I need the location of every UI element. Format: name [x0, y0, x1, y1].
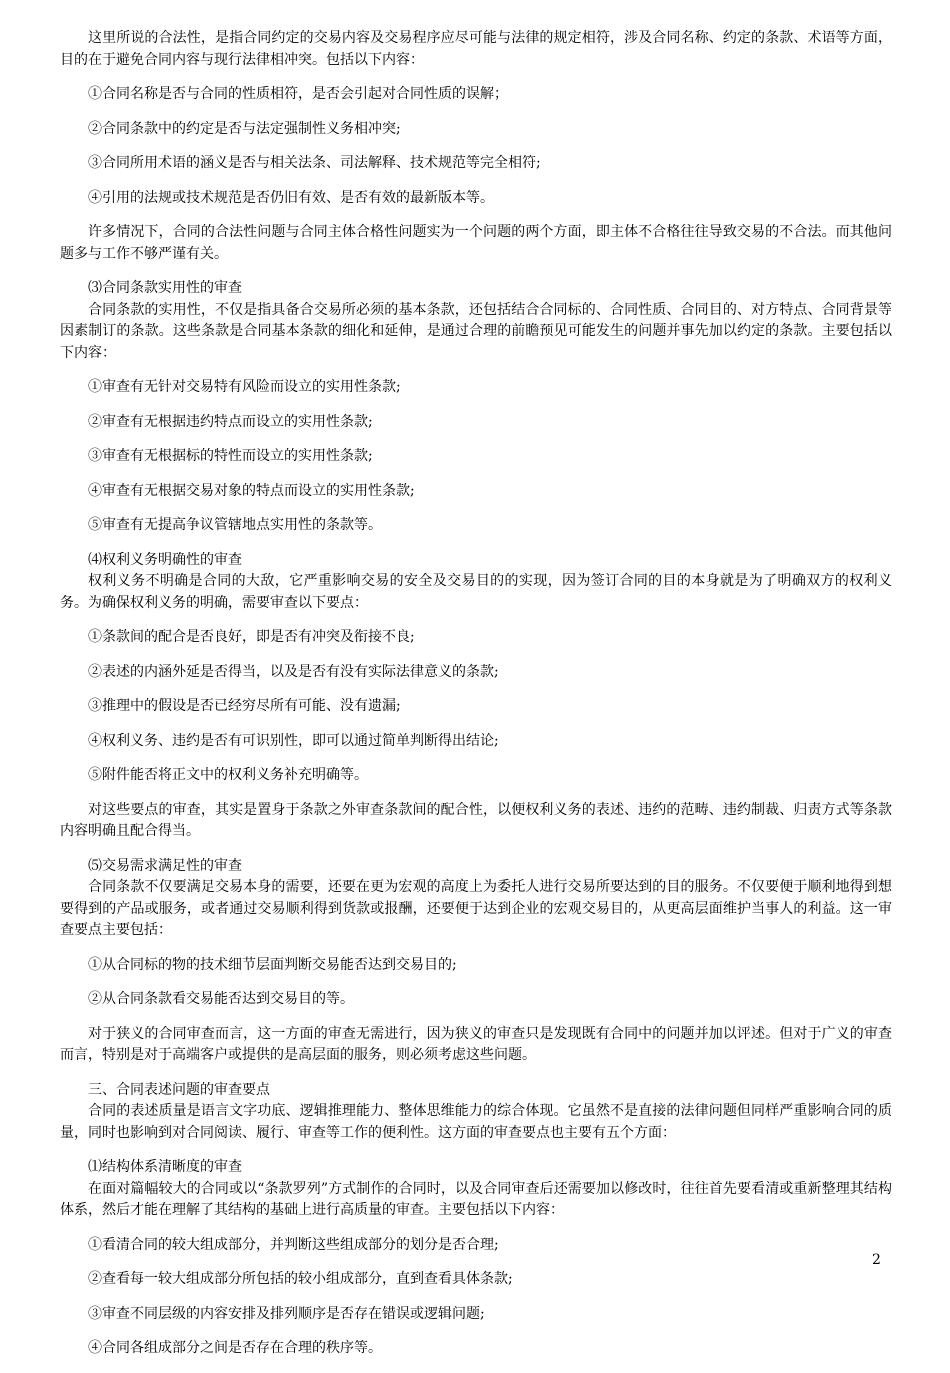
paragraph: 对这些要点的审查，其实是置身于条款之外审查条款间的配合性，以便权利义务的表述、违约的范畴、违约制裁、归责方式等条款内容明确且配合得当。: [60, 801, 892, 839]
list-item: ②表述的内涵外延是否得当，以及是否有没有实际法律意义的条款;: [88, 663, 499, 680]
paragraph: 合同条款的实用性，不仅是指具备合交易所必须的基本条款，还包括结合合同标的、合同性质、合同目的、对方特点、合同背景等因素制订的条款。这些条款是合同基本条款的细化和延伸，是通过合理的前瞻预见可能发生的问题并事先加以约定的条款。主要包括以下内容：: [60, 301, 892, 361]
paragraph: 合同条款不仅要满足交易本身的需要，还要在更为宏观的高度上为委托人进行交易所要达到的目的服务。不仅要便于顺利地得到想要得到的产品或服务，或者通过交易顺利得到货款或报酬，还要便于达到企业的宏观交易目的，从更高层面维护当事人的利益。这一审查要点主要包括：: [60, 879, 892, 938]
list-item: ③审查不同层级的内容安排及排列顺序是否存在错误或逻辑问题;: [88, 1305, 485, 1322]
list-item: ②合同条款中的约定是否与法定强制性义务相冲突;: [88, 120, 401, 137]
section-heading: ⑸交易需求满足性的审查: [88, 857, 242, 874]
paragraph: 许多情况下，合同的合法性问题与合同主体合格性问题实为一个问题的两个方面，即主体不合格往往导致交易的不合法。而其他问题多与工作不够严谨有关。: [60, 224, 892, 262]
list-item: ⑤审查有无提高争议管辖地点实用性的条款等。: [88, 517, 382, 533]
document-body: [60, 28, 892, 1373]
list-item: ⑤附件能否将正文中的权利义务补充明确等。: [88, 767, 368, 783]
section-heading: 三、合同表述问题的审查要点: [88, 1081, 270, 1098]
list-item: ④权利义务、违约是否有可识别性，即可以通过简单判断得出结论;: [88, 732, 499, 749]
section-heading: ⑶合同条款实用性的审查: [88, 280, 242, 296]
list-item: ①合同名称是否与合同的性质相符，是否会引起对合同性质的误解；: [88, 86, 508, 102]
list-item: ③推理中的假设是否已经穷尽所有可能、没有遗漏;: [88, 698, 401, 714]
list-item: ③审查有无根据标的特性而设立的实用性条款;: [88, 448, 373, 464]
list-item: ②查看每一较大组成部分所包括的较小组成部分，直到查看具体条款;: [88, 1271, 513, 1287]
list-item: ②从合同条款看交易能否达到交易目的等。: [88, 991, 354, 1007]
section-heading: ⑴结构体系清晰度的审查: [88, 1159, 242, 1175]
paragraph: 合同的表述质量是语言文字功底、逻辑推理能力、整体思维能力的综合体现。它虽然不是直接的法律问题但同样严重影响合同的质量，同时也影响到对合同阅读、履行、审查等工作的便利性。这方面的审查要点也主要有五个方面：: [60, 1103, 892, 1141]
paragraph: 这里所说的合法性，是指合同约定的交易内容及交易程序应尽可能与法律的规定相符，涉及合同名称、约定的条款、术语等方面，目的在于避免合同内容与现行法律相冲突。包括以下内容：: [60, 30, 892, 68]
section-heading: ⑷权利义务明确性的审查: [88, 551, 242, 568]
list-item: ③合同所用术语的涵义是否与相关法条、司法解释、技术规范等完全相符;: [88, 155, 541, 171]
list-item: ④审查有无根据交易对象的特点而设立的实用性条款;: [88, 482, 415, 499]
list-item: ①条款间的配合是否良好，即是否有冲突及衔接不良;: [88, 629, 415, 645]
list-item: ①从合同标的物的技术细节层面判断交易能否达到交易目的;: [88, 956, 457, 973]
paragraph: 在面对篇幅较大的合同或以“条款罗列”方式制作的合同时，以及合同审查后还需要加以修改时，往往首先要看清或重新整理其结构体系，然后才能在理解了其结构的基础上进行高质量的审查。主要包括以下内容：: [60, 1180, 892, 1218]
list-item: ①审查有无针对交易特有风险而设立的实用性条款;: [88, 379, 401, 395]
page-number: 2: [872, 1252, 881, 1268]
paragraph: 权利义务不明确是合同的大敌，它严重影响交易的安全及交易目的的实现，因为签订合同的目的本身就是为了明确双方的权利义务。为确保权利义务的明确，需要审查以下要点：: [60, 573, 892, 611]
list-item: ①看清合同的较大组成部分，并判断这些组成部分的划分是否合理;: [88, 1236, 499, 1253]
list-item: ②审查有无根据违约特点而设立的实用性条款;: [88, 413, 373, 430]
list-item: ④引用的法规或技术规范是否仍旧有效、是否有效的最新版本等。: [88, 189, 494, 206]
paragraph: 对于狭义的合同审查而言，这一方面的审查无需进行，因为狭义的审查只是发现既有合同中的问题并加以评述。但对于广义的审查而言，特别是对于高端客户或提供的是高层面的服务，则必须考虑这些问题。: [60, 1025, 892, 1063]
list-item: ④合同各组成部分之间是否存在合理的秩序等。: [88, 1340, 382, 1356]
